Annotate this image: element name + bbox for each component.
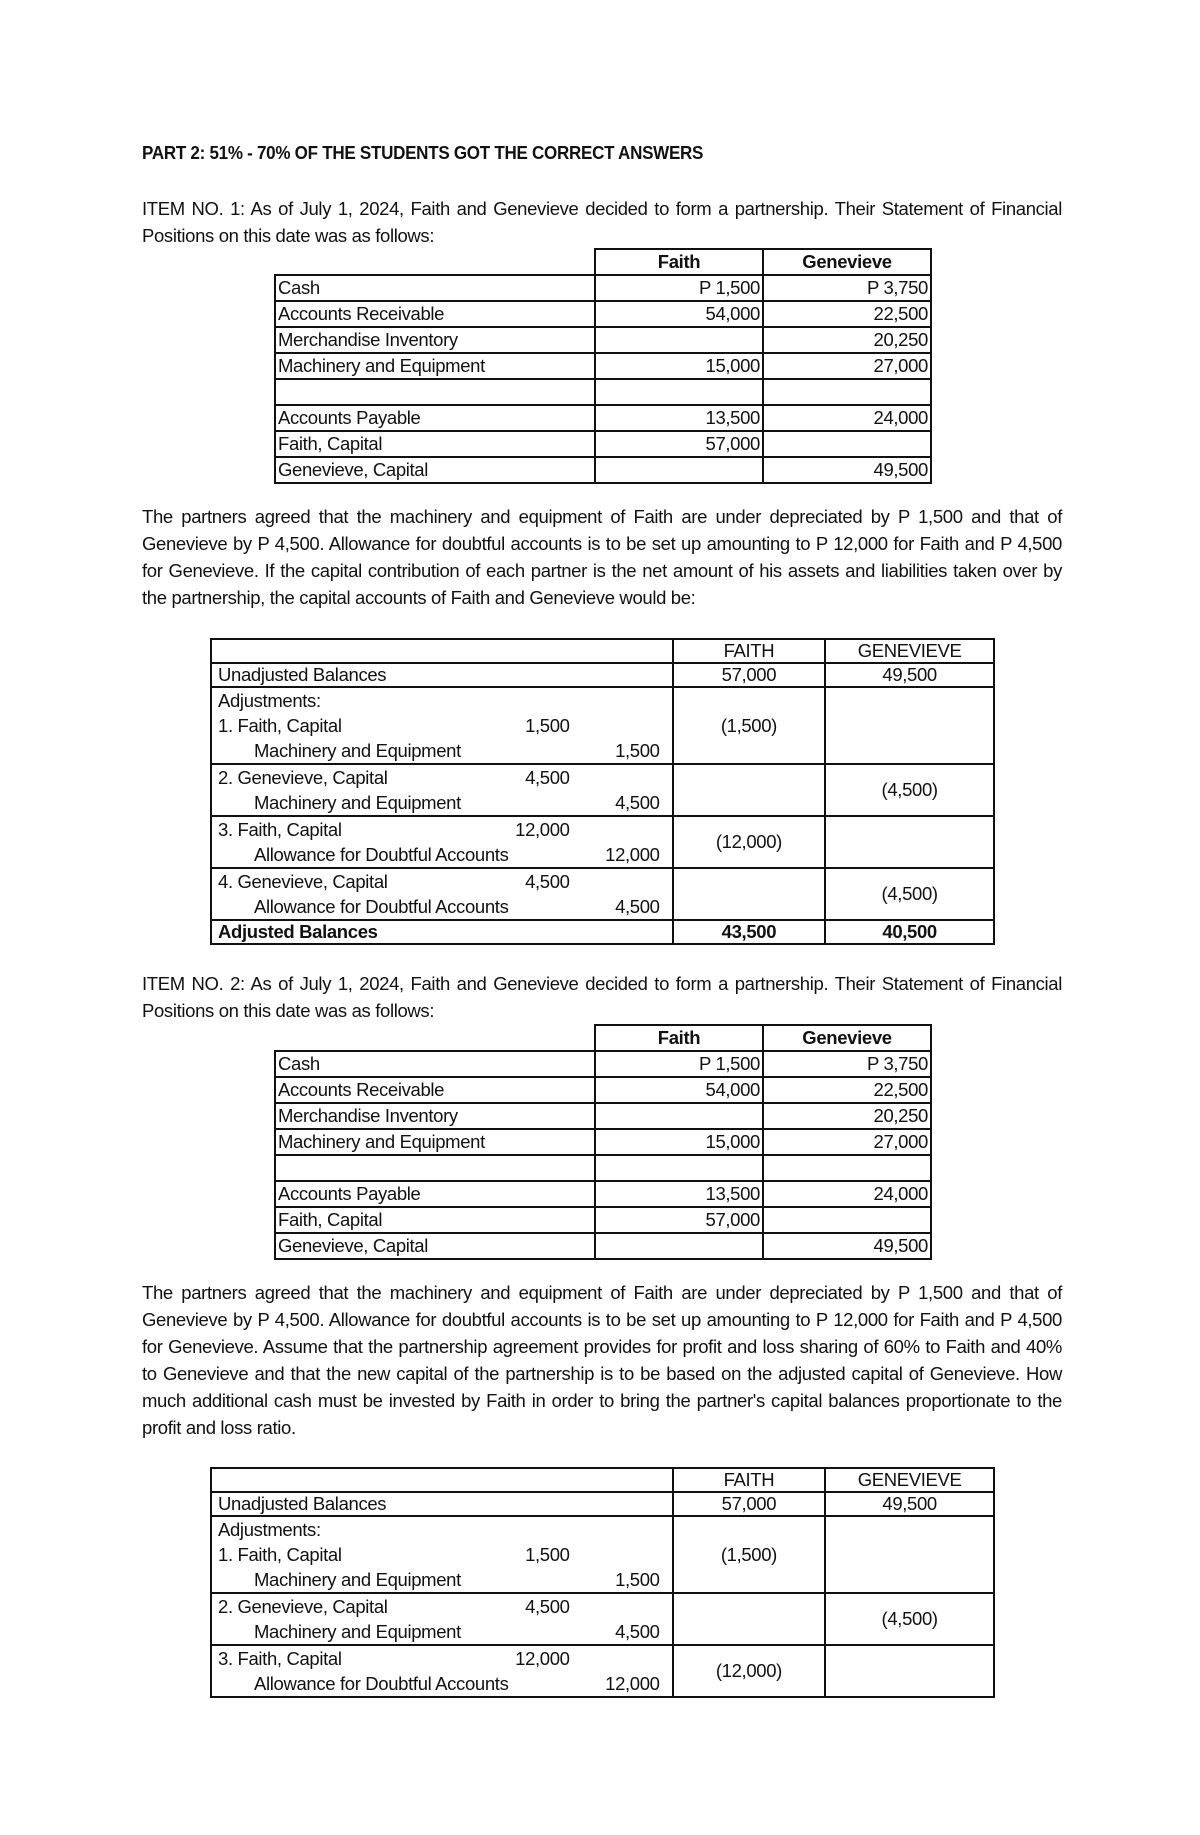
adjustment-entry-row [211,764,994,816]
genevieve-amount: 49,500 [763,457,931,483]
faith-adjustment: (12,000) [673,816,826,868]
genevieve-amount [763,379,931,405]
account-name: Faith, Capital [275,1207,595,1233]
item2-question-text: The partners agreed that the machinery and equipment of Faith are under depreciated by P 1,500 and that of Genevieve by P 4,500. Allowance for doubtful accounts is to be set up amounting to P 12,000 for Faith and P 4,500 for Genevieve. Assume that the partnership agreement provides for profit and loss sharing of 60% to Faith and 40% to Genevieve and that the new capital of the partnership is to be based on the adjusted capital of Genevieve. How much additional cash must be invested by Faith in order to bring the partner's capital balances proportionate to the profit and loss ratio. [142,1282,1062,1438]
journal-line [218,790,666,815]
genevieve-amount: 20,250 [763,327,931,353]
balance-sheet-row [275,379,931,405]
debit-account: 1. Faith, Capital [218,1544,342,1565]
journal-line [218,1567,666,1592]
balance-sheet-row [275,431,931,457]
debit-amount: 4,500 [525,871,570,892]
journal-line [218,738,666,763]
faith-amount [595,457,763,483]
balance-sheet-header-row [275,249,931,275]
account-name [275,379,595,405]
col-genevieve-header: GENEVIEVE [825,639,994,663]
faith-amount: 54,000 [595,301,763,327]
balance-sheet-row [275,1129,931,1155]
journal-line [218,713,666,738]
adjustments-label: Adjustments: [218,1519,321,1540]
item2-balance-sheet [274,1024,932,1260]
account-name: Accounts Receivable [275,1077,595,1103]
debit-amount: 4,500 [525,1596,570,1617]
balance-sheet-row [275,327,931,353]
debit-account: 1. Faith, Capital [218,715,342,736]
balance-sheet-row [275,1181,931,1207]
balance-sheet-row [275,1233,931,1259]
col-genevieve-header: GENEVIEVE [825,1468,994,1492]
faith-adjustment [673,868,826,920]
account-name: Machinery and Equipment [275,353,595,379]
faith-amount: 13,500 [595,1181,763,1207]
adjustments-label: Adjustments: [218,690,321,711]
item2-intro-text: ITEM NO. 2: As of July 1, 2024, Faith and Genevieve decided to form a partnership. Their Statement of Financial Positions on this date was as follows: [142,973,1062,1021]
header-blank-cell [275,249,595,275]
header-blank-cell [275,1025,595,1051]
account-name: Merchandise Inventory [275,1103,595,1129]
faith-adjustment [673,764,826,816]
journal-entry-cell [211,1516,673,1593]
item1-balance-sheet [274,248,932,484]
adjusted-genevieve: 40,500 [825,920,994,944]
adjustment-entry-row [211,868,994,920]
genevieve-adjustment: (4,500) [825,868,994,920]
debit-amount: 4,500 [525,767,570,788]
debit-amount: 1,500 [525,715,570,736]
account-name: Merchandise Inventory [275,327,595,353]
genevieve-amount: 49,500 [763,1233,931,1259]
credit-amount: 12,000 [605,844,660,865]
genevieve-adjustment [825,1645,994,1697]
faith-amount: 15,000 [595,353,763,379]
faith-amount [595,1233,763,1259]
credit-account: Machinery and Equipment [254,1621,461,1642]
journal-line [218,1646,666,1671]
unadjusted-faith: 57,000 [673,663,826,687]
genevieve-adjustment [825,1516,994,1593]
balance-sheet-row [275,457,931,483]
journal-line [218,1671,666,1696]
debit-account: 2. Genevieve, Capital [218,767,388,788]
genevieve-amount [763,431,931,457]
genevieve-amount [763,1207,931,1233]
faith-adjustment: (1,500) [673,1516,826,1593]
account-name: Accounts Payable [275,1181,595,1207]
credit-account: Allowance for Doubtful Accounts [254,896,509,917]
solution-header-row [211,1468,994,1492]
header-genevieve: Genevieve [763,249,931,275]
credit-account: Allowance for Doubtful Accounts [254,844,509,865]
debit-account: 4. Genevieve, Capital [218,871,388,892]
account-name: Cash [275,1051,595,1077]
credit-account: Machinery and Equipment [254,1569,461,1590]
unadjusted-label: Unadjusted Balances [211,663,673,687]
debit-account: 2. Genevieve, Capital [218,1596,388,1617]
journal-entry-cell [211,816,673,868]
unadjusted-faith: 57,000 [673,1492,826,1516]
genevieve-amount: 22,500 [763,301,931,327]
genevieve-amount: 24,000 [763,1181,931,1207]
credit-amount: 4,500 [615,896,660,917]
genevieve-amount: P 3,750 [763,275,931,301]
debit-amount: 12,000 [515,1648,570,1669]
adjusted-faith: 43,500 [673,920,826,944]
journal-line [218,765,666,790]
journal-line [218,1542,666,1567]
faith-amount [595,379,763,405]
debit-amount: 1,500 [525,1544,570,1565]
credit-account: Machinery and Equipment [254,740,461,761]
adjusted-row [211,920,994,944]
faith-amount: 57,000 [595,1207,763,1233]
journal-line [218,869,666,894]
item1-solution-table [210,638,995,945]
balance-sheet-row [275,1103,931,1129]
account-name: Accounts Receivable [275,301,595,327]
credit-amount: 1,500 [615,740,660,761]
header-faith: Faith [595,1025,763,1051]
faith-adjustment: (12,000) [673,1645,826,1697]
credit-account: Machinery and Equipment [254,792,461,813]
debit-amount: 12,000 [515,819,570,840]
header-blank-cell [211,639,673,663]
account-name: Cash [275,275,595,301]
item1-intro-text: ITEM NO. 1: As of July 1, 2024, Faith and Genevieve decided to form a partnership. Their Statement of Financial Positions on this date was as follows: [142,198,1062,246]
genevieve-amount: 24,000 [763,405,931,431]
adjustment-entry-row [211,1645,994,1697]
item2-question [142,1279,1062,1441]
faith-amount: 15,000 [595,1129,763,1155]
genevieve-amount: 27,000 [763,353,931,379]
journal-line [218,894,666,919]
item2-intro [142,970,1062,1024]
account-name [275,1155,595,1181]
adjusted-label: Adjusted Balances [211,920,673,944]
journal-line [218,1619,666,1644]
faith-amount: P 1,500 [595,1051,763,1077]
faith-amount: 13,500 [595,405,763,431]
account-name: Machinery and Equipment [275,1129,595,1155]
faith-amount: P 1,500 [595,275,763,301]
unadjusted-row [211,663,994,687]
header-faith: Faith [595,249,763,275]
genevieve-amount: 27,000 [763,1129,931,1155]
journal-line [218,817,666,842]
journal-line [218,842,666,867]
unadjusted-genevieve: 49,500 [825,663,994,687]
journal-entry-cell [211,687,673,764]
item2-solution-table [210,1467,995,1698]
genevieve-amount [763,1155,931,1181]
col-faith-header: FAITH [673,639,826,663]
credit-account: Allowance for Doubtful Accounts [254,1673,509,1694]
adjustment-entry-row [211,816,994,868]
journal-entry-cell [211,868,673,920]
unadjusted-row [211,1492,994,1516]
account-name: Genevieve, Capital [275,1233,595,1259]
debit-account: 3. Faith, Capital [218,819,342,840]
faith-amount [595,327,763,353]
debit-account: 3. Faith, Capital [218,1648,342,1669]
solution-header-row [211,639,994,663]
header-genevieve: Genevieve [763,1025,931,1051]
balance-sheet-row [275,1207,931,1233]
faith-amount [595,1103,763,1129]
balance-sheet-row [275,353,931,379]
journal-entry-cell [211,1593,673,1645]
credit-amount: 4,500 [615,1621,660,1642]
adjustment-entry-row [211,687,994,764]
genevieve-adjustment: (4,500) [825,1593,994,1645]
adjustment-entry-row [211,1516,994,1593]
balance-sheet-row [275,1051,931,1077]
faith-adjustment: (1,500) [673,687,826,764]
faith-amount [595,1155,763,1181]
balance-sheet-row [275,405,931,431]
credit-amount: 4,500 [615,792,660,813]
credit-amount: 12,000 [605,1673,660,1694]
journal-entry-cell [211,1645,673,1697]
balance-sheet-row [275,275,931,301]
balance-sheet-row [275,301,931,327]
genevieve-amount: P 3,750 [763,1051,931,1077]
unadjusted-label: Unadjusted Balances [211,1492,673,1516]
balance-sheet-header-row [275,1025,931,1051]
genevieve-amount: 20,250 [763,1103,931,1129]
faith-amount: 57,000 [595,431,763,457]
account-name: Faith, Capital [275,431,595,457]
credit-amount: 1,500 [615,1569,660,1590]
genevieve-adjustment [825,687,994,764]
header-blank-cell [211,1468,673,1492]
page-heading: PART 2: 51% - 70% OF THE STUDENTS GOT THE CORRECT ANSWERS [142,142,704,163]
unadjusted-genevieve: 49,500 [825,1492,994,1516]
col-faith-header: FAITH [673,1468,826,1492]
account-name: Accounts Payable [275,405,595,431]
balance-sheet-row [275,1077,931,1103]
faith-amount: 54,000 [595,1077,763,1103]
faith-adjustment [673,1593,826,1645]
balance-sheet-row [275,1155,931,1181]
journal-line [218,1594,666,1619]
adjustment-entry-row [211,1593,994,1645]
genevieve-adjustment [825,816,994,868]
genevieve-adjustment: (4,500) [825,764,994,816]
item1-question [142,503,1062,611]
account-name: Genevieve, Capital [275,457,595,483]
journal-entry-cell [211,764,673,816]
genevieve-amount: 22,500 [763,1077,931,1103]
item1-intro [142,195,1062,249]
item1-question-text: The partners agreed that the machinery and equipment of Faith are under depreciated by P 1,500 and that of Genevieve by P 4,500. Allowance for doubtful accounts is to be set up amounting to P 12,000 for Faith and P 4,500 for Genevieve. If the capital contribution of each partner is the net amount of his assets and liabilities taken over by the partnership, the capital accounts of Faith and Genevieve would be: [142,506,1062,608]
